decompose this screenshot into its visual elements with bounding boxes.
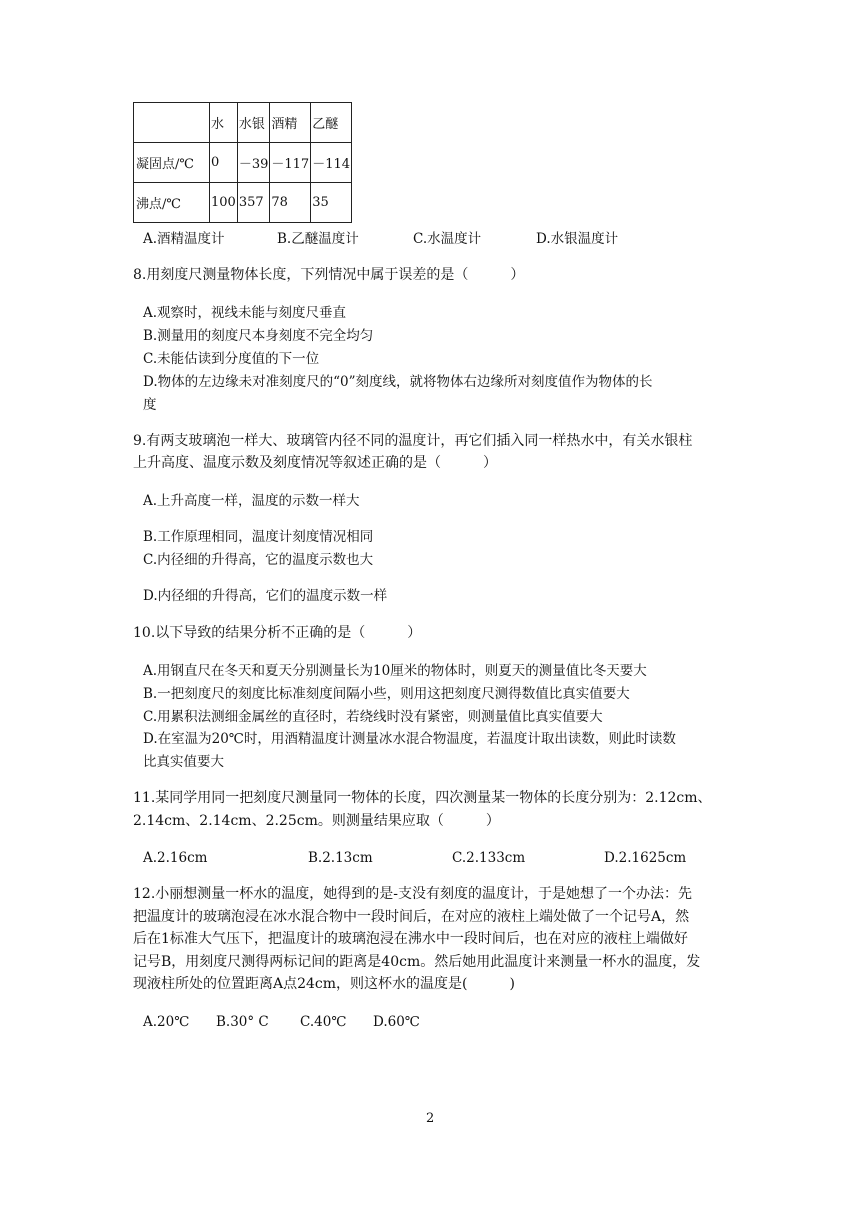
q10-option-d: D.在室温为20℃时，用酒精温度计测量冰水混合物温度，若温度计取出读数，则此时读数 bbox=[143, 731, 676, 747]
substance-properties-table bbox=[133, 102, 352, 223]
table-row bbox=[134, 143, 352, 183]
q12-stem-line2: 把温度计的玻璃泡浸在冰水混合物中一段时间后，在对应的液柱上端处做了一个记号A，然 bbox=[133, 909, 690, 925]
table-cell: 35 bbox=[311, 183, 352, 223]
q11-option-a: A.2.16cm bbox=[143, 850, 208, 866]
q8-option-c: C.未能估读到分度值的下一位 bbox=[143, 351, 320, 367]
q11-option-b: B.2.13cm bbox=[308, 850, 373, 866]
q12-stem-line1: 12.小丽想测量一杯水的温度，她得到的是-支没有刻度的温度计，于是她想了一个办法：先 bbox=[133, 886, 692, 902]
q11-option-d: D.2.1625cm bbox=[604, 850, 687, 866]
q7-option-a: A.酒精温度计 bbox=[143, 231, 225, 247]
q12-option-b: B.30° C bbox=[216, 1014, 269, 1030]
table-cell: 沸点/℃ bbox=[134, 183, 210, 223]
q12-stem-line5: 现液柱所处的位置距离A点24cm，则这杯水的温度是( ) bbox=[133, 976, 515, 992]
q12-option-c: C.40℃ bbox=[300, 1014, 347, 1030]
q8-option-d-cont: 度 bbox=[143, 397, 157, 413]
q7-option-d: D.水银温度计 bbox=[536, 231, 619, 247]
q7-option-b: B.乙醚温度计 bbox=[277, 231, 359, 247]
q9-option-c: C.内径细的升得高，它的温度示数也大 bbox=[143, 552, 374, 568]
table-cell: 78 bbox=[270, 183, 311, 223]
q12-option-d: D.60℃ bbox=[373, 1014, 420, 1030]
q10-option-a: A.用钢直尺在冬天和夏天分别测量长为10厘米的物体时，则夏天的测量值比冬天要大 bbox=[143, 663, 647, 679]
table-cell: 酒精 bbox=[270, 103, 311, 143]
q10-stem: 10.以下导致的结果分析不正确的是（ ） bbox=[133, 625, 422, 641]
q12-stem-line4: 记号B，用刻度尺测得两标记间的距离是40cm。然后她用此温度计来测量一杯水的温度，发 bbox=[133, 954, 701, 970]
table-cell bbox=[134, 103, 210, 143]
q10-option-d-cont: 比真实值要大 bbox=[143, 754, 224, 770]
table-cell: 0 bbox=[210, 143, 238, 183]
q10-option-c: C.用累积法测细金属丝的直径时，若绕线时没有紧密，则测量值比真实值要大 bbox=[143, 709, 603, 725]
q12-stem-line3: 后在1标准大气压下，把温度计的玻璃泡浸在沸水中一段时间后，也在对应的液柱上端做好 bbox=[133, 931, 688, 947]
q7-option-c: C.水温度计 bbox=[413, 231, 482, 247]
q11-stem-line2: 2.14cm、2.14cm、2.25cm。则测量结果应取（ ） bbox=[133, 813, 500, 829]
table-cell: －114 bbox=[311, 143, 352, 183]
q9-stem-line1: 9.有两支玻璃泡一样大、玻璃管内径不同的温度计，再它们插入同一样热水中，有关水银柱 bbox=[133, 433, 693, 449]
table-cell: 水 bbox=[210, 103, 238, 143]
table-cell: －117 bbox=[270, 143, 311, 183]
q9-option-a: A.上升高度一样，温度的示数一样大 bbox=[143, 493, 360, 509]
q11-stem-line1: 11.某同学用同一把刻度尺测量同一物体的长度，四次测量某一物体的长度分别为：2.12cm、 bbox=[133, 790, 712, 806]
q8-stem: 8.用刻度尺测量物体长度，下列情况中属于误差的是（ ） bbox=[133, 267, 525, 283]
q9-option-d: D.内径细的升得高，它们的温度示数一样 bbox=[143, 588, 388, 604]
table-header-row bbox=[134, 103, 352, 143]
q8-option-a: A.观察时，视线未能与刻度尺垂直 bbox=[143, 305, 347, 321]
q9-option-b: B.工作原理相同，温度计刻度情况相同 bbox=[143, 529, 374, 545]
table-cell: 100 bbox=[210, 183, 238, 223]
q10-option-b: B.一把刻度尺的刻度比标准刻度间隔小些，则用这把刻度尺测得数值比真实值要大 bbox=[143, 686, 630, 702]
table-cell: 乙醚 bbox=[311, 103, 352, 143]
page-number: 2 bbox=[426, 1111, 435, 1126]
q9-stem-line2: 上升高度、温度示数及刻度情况等叙述正确的是（ ） bbox=[133, 455, 497, 471]
table-cell: 357 bbox=[237, 183, 270, 223]
q12-option-a: A.20℃ bbox=[143, 1014, 190, 1030]
table-cell: －39 bbox=[237, 143, 270, 183]
table-cell: 凝固点/℃ bbox=[134, 143, 210, 183]
table-row bbox=[134, 183, 352, 223]
q8-option-d: D.物体的左边缘未对准刻度尺的“0”刻度线，就将物体右边缘所对刻度值作为物体的长 bbox=[143, 374, 653, 390]
q8-option-b: B.测量用的刻度尺本身刻度不完全均匀 bbox=[143, 328, 374, 344]
q11-option-c: C.2.133cm bbox=[452, 850, 526, 866]
table-cell: 水银 bbox=[237, 103, 270, 143]
